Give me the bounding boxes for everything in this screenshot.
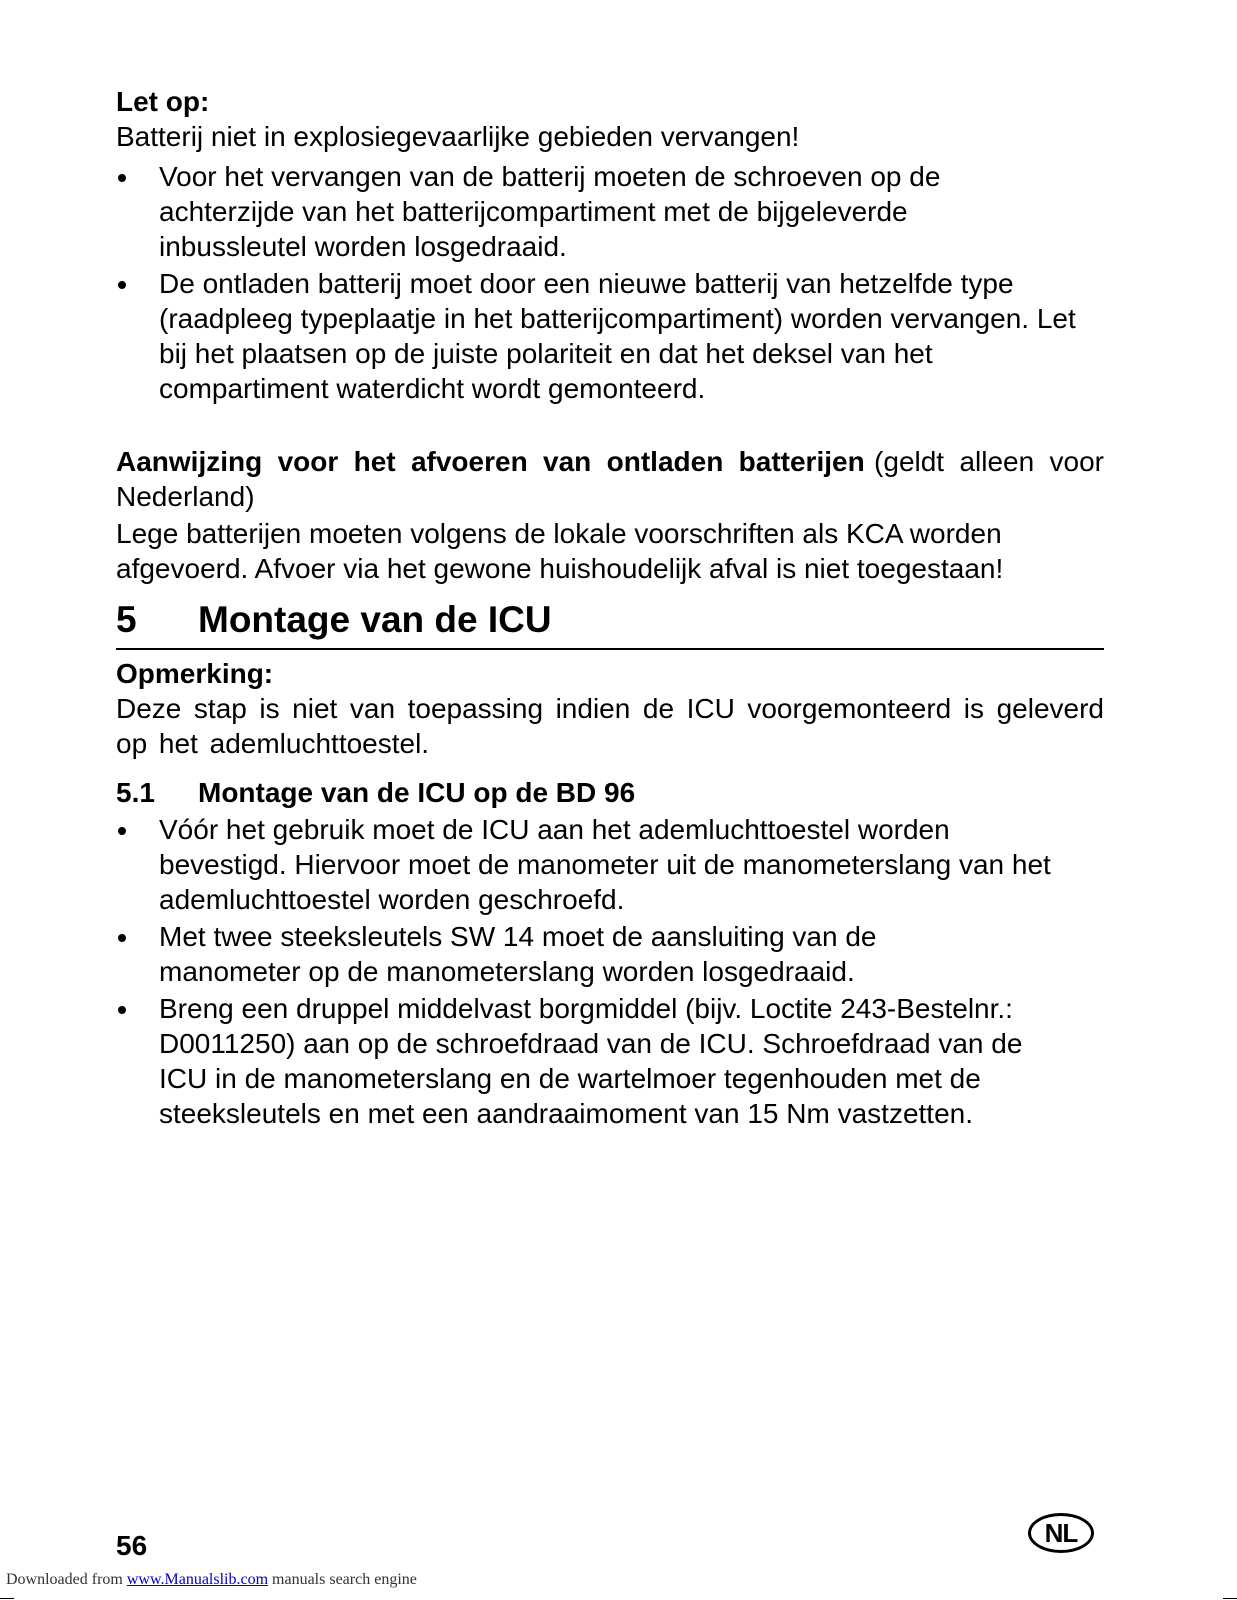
bullet-text: Breng een druppel middelvast borgmiddel (bijv. Loctite 243-Bestelnr.: D0011250) aan op de schroefdraad van de ICU. Schroefdraad van de ICU in de manometerslang en de wartelmoer tegenhouden met de steeksleutels en met een aandraaimoment van 15 Nm vastzetten. bbox=[159, 993, 1023, 1129]
bullet-icon bbox=[118, 281, 126, 289]
list-item bbox=[116, 159, 1104, 264]
note-title: Opmerking: bbox=[116, 658, 274, 689]
bullet-icon bbox=[118, 174, 126, 182]
section-5-heading bbox=[116, 598, 1104, 650]
section-5-1-heading bbox=[116, 775, 1104, 810]
language-badge: NL bbox=[1028, 1513, 1094, 1553]
warning-title: Let op: bbox=[116, 86, 210, 117]
list-item bbox=[116, 919, 1104, 989]
bullet-text: Vóór het gebruik moet de ICU aan het ademluchttoestel worden bevestigd. Hiervoor moet de manometer uit de manometerslang van het ademluchttoestel worden geschroefd. bbox=[159, 814, 1051, 915]
crop-mark-right bbox=[1223, 1598, 1237, 1599]
disposal-heading bbox=[116, 444, 1104, 514]
section-number: 5 bbox=[116, 599, 137, 640]
download-footer bbox=[6, 1571, 417, 1589]
bullet-text: Met twee steeksleutels SW 14 moet de aansluiting van de manometer op de manometerslang worden losgedraaid. bbox=[159, 921, 877, 987]
mounting-bullet-list bbox=[116, 812, 1104, 1131]
bullet-text: De ontladen batterij moet door een nieuwe batterij van hetzelfde type (raadpleeg typeplaatje in het batterijcompartiment) worden vervangen. Let bij het plaatsen op de juiste polariteit en dat het deksel van het compartiment waterdicht wordt gemonteerd. bbox=[159, 268, 1076, 404]
bullet-icon bbox=[118, 1006, 126, 1014]
document-page bbox=[116, 84, 1104, 1131]
manualslib-link[interactable]: www.Manualslib.com bbox=[126, 1571, 269, 1588]
page-number: 56 bbox=[116, 1530, 148, 1561]
disposal-heading-rest: (geldt alleen voor Nederland) bbox=[116, 446, 1104, 512]
bullet-text: Voor het vervangen van de batterij moeten de schroeven op de achterzijde van het batterijcompartiment met de bijgeleverde inbussleutel worden losgedraaid. bbox=[159, 161, 941, 262]
disposal-text: Lege batterijen moeten volgens de lokale voorschriften als KCA worden afgevoerd. Afvoer via het gewone huishoudelijk afval is niet toegestaan! bbox=[116, 518, 1004, 584]
footer-suffix: manuals search engine bbox=[272, 1571, 417, 1588]
bullet-icon bbox=[118, 934, 126, 942]
disposal-heading-bold: Aanwijzing voor het afvoeren van ontladen batterijen bbox=[116, 446, 865, 477]
list-item bbox=[116, 812, 1104, 917]
list-item bbox=[116, 266, 1104, 406]
footer-prefix: Downloaded from bbox=[6, 1571, 123, 1588]
list-item bbox=[116, 991, 1104, 1131]
subsection-title: Montage van de ICU op de BD 96 bbox=[198, 777, 636, 808]
note-text: Deze stap is niet van toepassing indien de ICU voorgemonteerd is geleverd op het ademluchttoestel. bbox=[116, 693, 1104, 759]
subsection-number: 5.1 bbox=[116, 777, 155, 808]
crop-mark-left bbox=[0, 1598, 14, 1599]
battery-bullet-list bbox=[116, 159, 1104, 406]
warning-text: Batterij niet in explosiegevaarlijke gebieden vervangen! bbox=[116, 121, 800, 152]
bullet-icon bbox=[118, 827, 126, 835]
section-title: Montage van de ICU bbox=[198, 599, 552, 640]
